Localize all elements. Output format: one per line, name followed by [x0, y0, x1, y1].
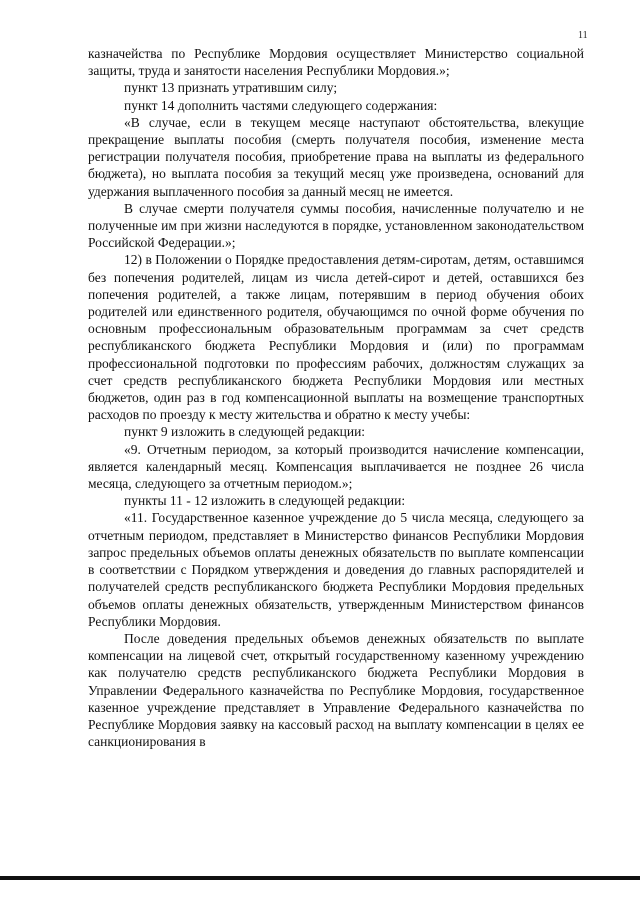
- document-body: [88, 45, 584, 750]
- paragraph-10: «11. Государственное казенное учреждение до 5 числа месяца, следующего за отчетным периодом, представляет в Министерство финансов Республики Мордовия запрос предельных объемов оплаты денежных обязательств по выплате компенсации в соответствии с Порядком утверждения и доведения до главных распорядителей и получателей средств республиканского бюджета Республики Мордовия предельных объемов оплаты денежных обязательств, утвержденным Министерством финансов Республики Мордовия.: [88, 510, 584, 629]
- paragraph-4: «В случае, если в текущем месяце наступают обстоятельства, влекущие прекращение выплаты пособия (смерть получателя пособия, изменение места регистрации получателя пособия, приобретение права на выплаты из федерального бюджета), но выплата пособия за текущий месяц уже произведена, оснований для удержания выплаченного пособия за данный месяц не имеется.: [88, 114, 584, 199]
- paragraph-1: казначейства по Республике Мордовия осуществляет Министерство социальной защиты, труда и занятости населения Республики Мордовия.»;: [88, 46, 584, 79]
- paragraph-11: После доведения предельных объемов денежных обязательств по выплате компенсации на лицевой счет, открытый государственному казенному учреждению как получателю средств республиканского бюджета Республики Мордовия в Управлении Федерального казначейства по Республике Мордовия, государственное казенное учреждение представляет в Управление Федерального казначейства по Республике Мордовия заявку на кассовый расход на выплату компенсации в целях ее санкционирования в: [88, 630, 584, 750]
- page-number: 11: [578, 30, 588, 41]
- paragraph-6: 12) в Положении о Порядке предоставления детям-сиротам, детям, оставшимся без попечения родителей, лицам из числа детей-сирот и детей, оставшихся без попечения родителей, а также лицам, потерявшим в период обучения обоих родителей или единственного родителя, обучающимся по очной форме обучения по основным профессиональным образовательным программам за счет средств республиканского бюджета Республики Мордовия и (или) по программам профессиональной подготовки по профессиям рабочих, должностям служащих за счет средств республиканского бюджета Республики Мордовия или местных бюджетов, один раз в год компенсационной выплаты на возмещение транспортных расходов по проезду к месту жительства и обратно к месту учебы:: [88, 252, 584, 423]
- bottom-scan-rule: [0, 876, 640, 880]
- paragraph-3: пункт 14 дополнить частями следующего содержания:: [124, 97, 438, 113]
- paragraph-2: пункт 13 признать утратившим силу;: [124, 80, 338, 96]
- paragraph-5: В случае смерти получателя суммы пособия, начисленные получателю и не полученные им при жизни наследуются в порядке, установленном законодательством Российской Федерации.»;: [88, 200, 584, 251]
- paragraph-8: «9. Отчетным периодом, за который производится начисление компенсации, является календарный месяц. Компенсация выплачивается не позднее 26 числа месяца, следующего за отчетным периодом.»;: [88, 441, 584, 492]
- paragraph-7: пункт 9 изложить в следующей редакции:: [124, 424, 366, 440]
- paragraph-9: пункты 11 - 12 изложить в следующей редакции:: [124, 493, 406, 509]
